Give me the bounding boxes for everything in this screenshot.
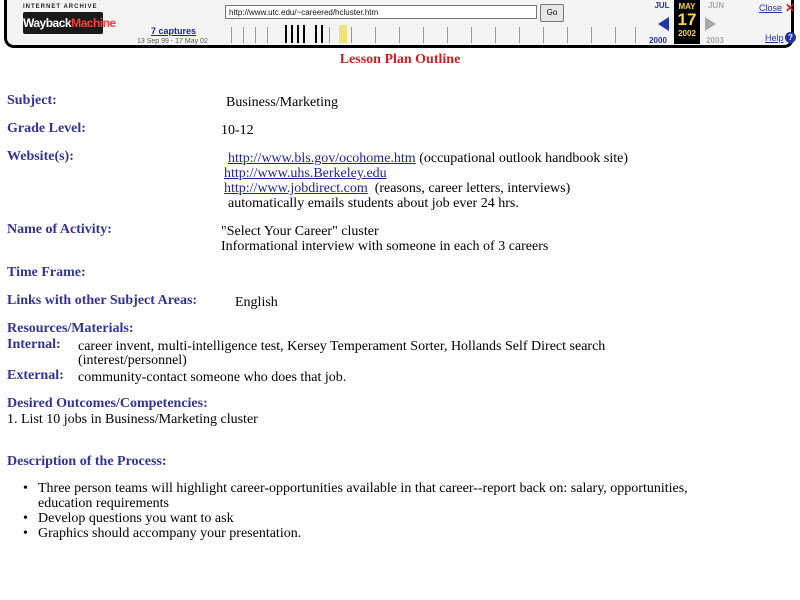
timeline-tick (231, 27, 232, 43)
process-list (21, 481, 796, 541)
timeline-capture[interactable] (291, 25, 293, 43)
close-link[interactable]: Close (759, 3, 783, 13)
resources-label: Resources/Materials: (7, 321, 134, 336)
next-month: JUN (707, 1, 724, 10)
capture-timeline[interactable] (231, 24, 641, 44)
capture-range: 13 Sep 99 - 17 May 02 (137, 38, 208, 45)
outcomes-value: 1. List 10 jobs in Business/Marketing cluster (7, 412, 258, 427)
timeline-capture[interactable] (285, 25, 287, 43)
timeframe-label: Time Frame: (7, 265, 86, 280)
prev-month[interactable]: JUL (654, 1, 670, 10)
timeline-capture[interactable] (321, 25, 323, 43)
timeline-capture[interactable] (303, 25, 305, 43)
url-input[interactable]: http://www.utc.edu/~careered/hcluster.htm (225, 5, 537, 19)
page-title: Lesson Plan Outline (339, 52, 461, 67)
bullet-icon: • (23, 511, 28, 526)
timeline-tick (267, 27, 268, 43)
timeline-tick (519, 27, 520, 43)
timeline-tick (243, 27, 244, 43)
help-link[interactable]: Help (765, 33, 784, 43)
subject-value: Business/Marketing (226, 95, 338, 110)
website-link-2[interactable]: http://www.uhs.Berkeley.edu (224, 166, 387, 181)
prev-arrow-icon[interactable] (658, 17, 669, 31)
bullet-icon: • (23, 481, 28, 496)
go-button[interactable]: Go (540, 4, 564, 22)
list-item-text: Develop questions you want to ask (38, 511, 234, 526)
website-link-1[interactable]: http://www.bls.gov/ocohome.htm (228, 151, 416, 166)
process-label: Description of the Process: (7, 454, 167, 469)
grade-label: Grade Level: (7, 121, 86, 136)
logo-top-text: INTERNET ARCHIVE (23, 4, 98, 10)
list-item-text: Graphics should accompany your presentation. (38, 526, 302, 541)
list-item-text: education requirements (38, 496, 170, 511)
website-row-2 (224, 166, 387, 181)
website-link-3[interactable]: http://www.jobdirect.com (224, 181, 368, 196)
prev-year[interactable]: 2000 (649, 36, 667, 45)
captures-link[interactable]: 7 captures (151, 26, 197, 36)
timeline-current (339, 25, 347, 43)
activity-line-2: Informational interview with someone in each of 3 careers (221, 239, 549, 254)
logo-main-b: Machine (71, 16, 116, 30)
timeline-tick (591, 27, 592, 43)
current-year: 2002 (678, 29, 696, 38)
outcomes-label: Desired Outcomes/Competencies: (7, 396, 208, 411)
timeline-tick (423, 27, 424, 43)
website-note-3: (reasons, career letters, interviews) (374, 181, 571, 196)
list-item (21, 481, 796, 496)
timeline-tick (447, 27, 448, 43)
timeline-capture[interactable] (297, 25, 299, 43)
close-icon[interactable]: ✕ (785, 1, 796, 15)
external-value: community-contact someone who does that job. (78, 370, 347, 385)
internal-value-line-2: (interest/personnel) (78, 353, 187, 368)
subject-label: Subject: (7, 93, 57, 108)
timeline-tick (399, 27, 400, 43)
logo-main (23, 12, 116, 34)
bullet-icon: • (23, 526, 28, 541)
current-date-box (674, 0, 700, 44)
list-item-continuation (21, 496, 796, 511)
timeline-tick (567, 27, 568, 43)
timeline-tick (375, 27, 376, 43)
list-item (21, 526, 796, 541)
list-item (21, 511, 796, 526)
current-month: MAY (678, 2, 696, 11)
timeline-tick (495, 27, 496, 43)
internal-label: Internal: (7, 337, 61, 352)
external-label: External: (7, 368, 64, 383)
help-icon[interactable]: ? (785, 32, 796, 43)
grade-value: 10-12 (221, 123, 254, 138)
links-label: Links with other Subject Areas: (7, 293, 198, 308)
internal-value-line-1: career invent, multi-intelligence test, Kersey Temperament Sorter, Hollands Self Direct search (78, 339, 606, 354)
website-extra: automatically emails students about job ever 24 hrs. (228, 196, 519, 211)
timeline-tick (635, 27, 636, 43)
links-value: English (235, 295, 278, 310)
timeline-capture[interactable] (315, 25, 317, 43)
next-arrow-icon (705, 17, 716, 31)
wayback-toolbar (4, 0, 794, 48)
timeline-tick (329, 27, 330, 43)
website-row-1 (228, 151, 628, 166)
wayback-logo[interactable] (23, 4, 116, 40)
activity-line-1: "Select Your Career" cluster (221, 224, 379, 239)
logo-main-a: Wayback (23, 16, 72, 30)
next-year: 2003 (706, 36, 724, 45)
website-note-1: (occupational outlook handbook site) (419, 151, 628, 166)
timeline-tick (351, 27, 352, 43)
website-label: Website(s): (7, 149, 74, 164)
timeline-tick (255, 27, 256, 43)
current-day: 17 (677, 10, 697, 29)
list-item-text: Three person teams will highlight career-opportunities available in that career--report back on: salary, opportunities, (38, 481, 688, 496)
activity-label: Name of Activity: (7, 222, 112, 237)
timeline-tick (543, 27, 544, 43)
timeline-tick (615, 27, 616, 43)
timeline-tick (471, 27, 472, 43)
website-row-3 (224, 181, 570, 196)
